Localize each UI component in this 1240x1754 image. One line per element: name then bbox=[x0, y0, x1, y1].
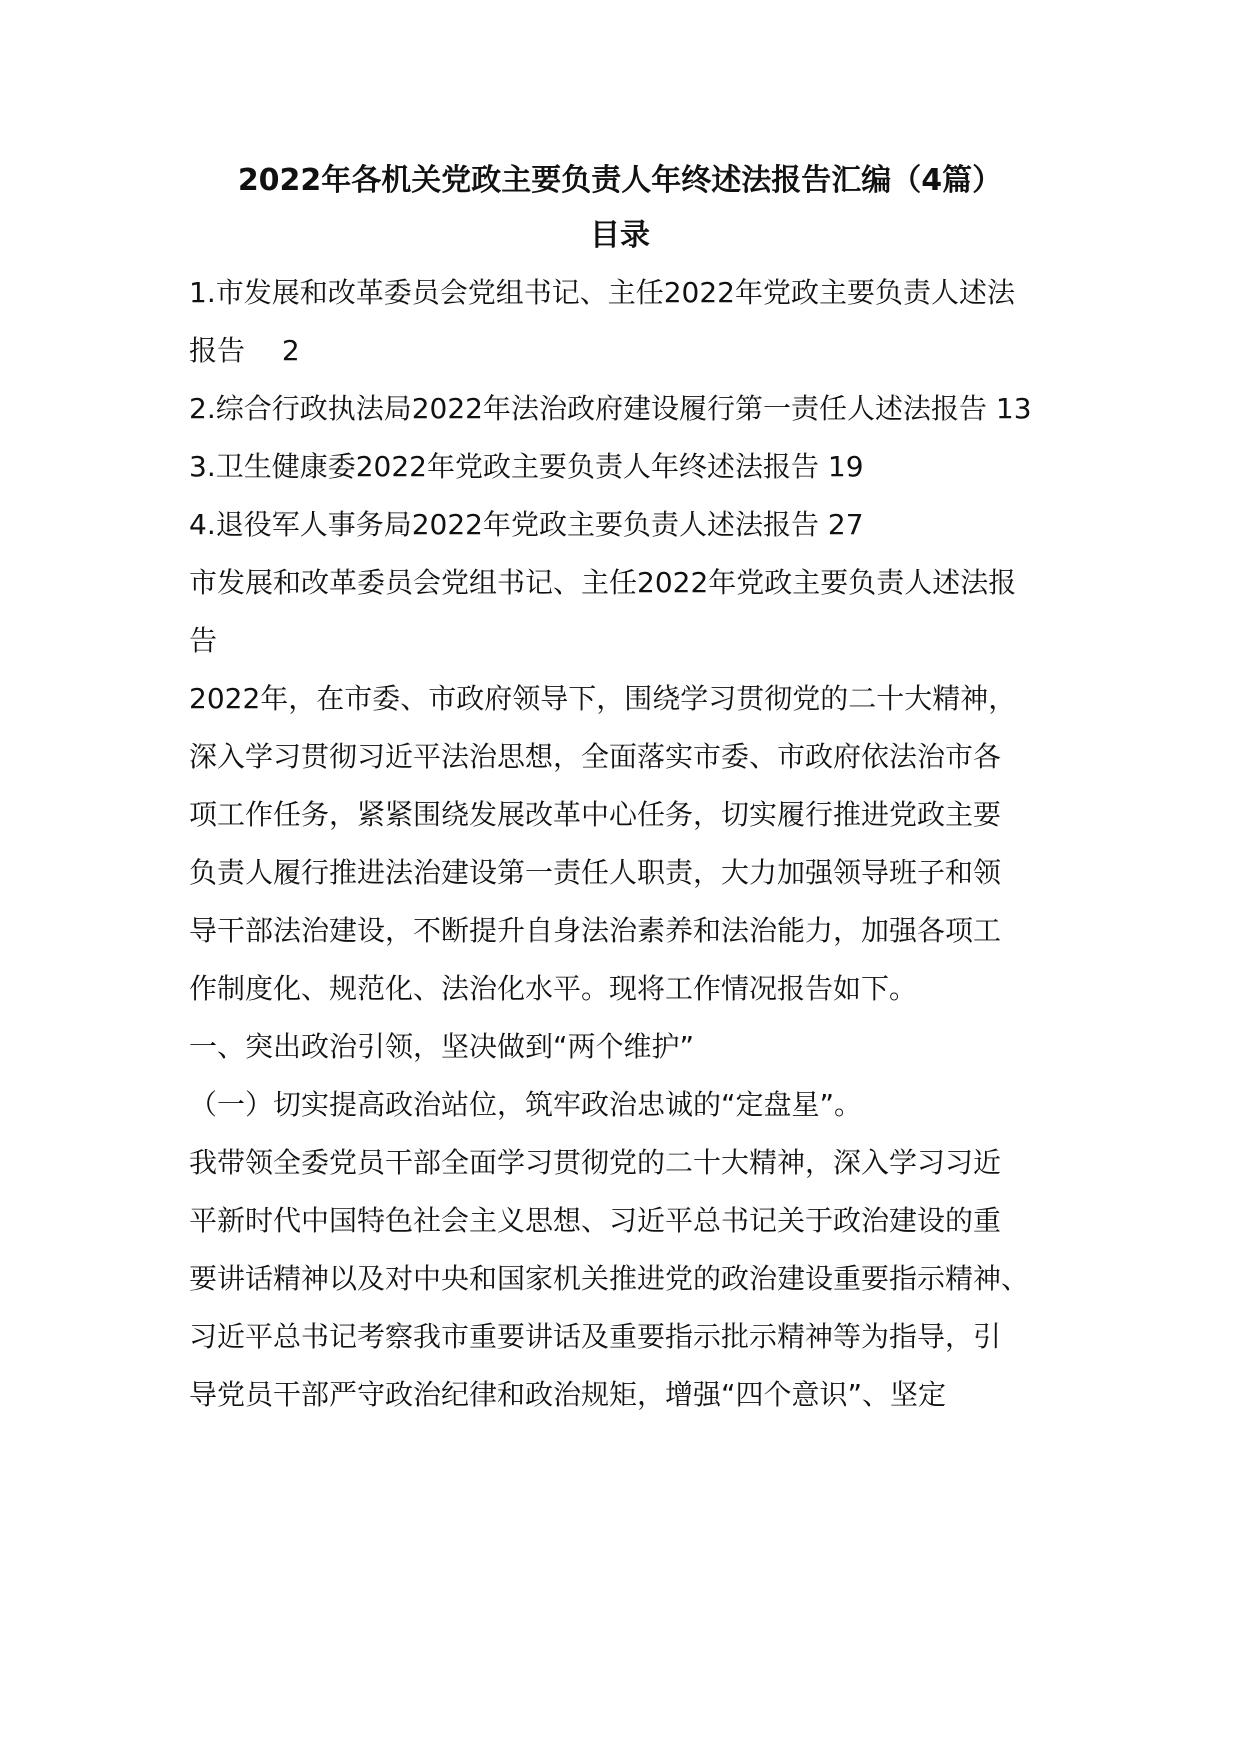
body-line-2: 平新时代中国特色社会主义思想、习近平总书记关于政治建设的重 bbox=[189, 1204, 1002, 1237]
intro-line-5: 导干部法治建设，不断提升自身法治素养和法治能力，加强各项工 bbox=[189, 914, 1002, 947]
intro-line-3: 项工作任务，紧紧围绕发展改革中心任务，切实履行推进党政主要 bbox=[189, 798, 1002, 831]
intro-line-6: 作制度化、规范化、法治化水平。现将工作情况报告如下。 bbox=[189, 972, 918, 1005]
toc-item-1-continued[interactable]: 报告 2 bbox=[189, 334, 300, 367]
article-title: 市发展和改革委员会党组书记、主任2022年党政主要负责人述法报 bbox=[189, 566, 1017, 599]
body-line-3: 要讲话精神以及对中央和国家机关推进党的政治建设重要指示精神、 bbox=[189, 1262, 1030, 1295]
intro-line-2: 深入学习贯彻习近平法治思想，全面落实市委、市政府依法治市各 bbox=[189, 740, 1002, 773]
intro-line-1: 2022年，在市委、市政府领导下，围绕学习贯彻党的二十大精神， bbox=[189, 682, 1017, 715]
body-line-5: 导党员干部严守政治纪律和政治规矩，增强“四个意识”、坚定 bbox=[189, 1378, 947, 1411]
section-1-heading: 一、突出政治引领，坚决做到“两个维护” bbox=[189, 1030, 695, 1063]
toc-heading: 目录 bbox=[590, 218, 650, 253]
body-line-1: 我带领全委党员干部全面学习贯彻党的二十大精神，深入学习习近 bbox=[189, 1146, 1002, 1179]
article-title-continued: 告 bbox=[189, 624, 218, 657]
section-1-subheading: （一）切实提高政治站位，筑牢政治忠诚的“定盘星”。 bbox=[189, 1088, 863, 1121]
body-line-4: 习近平总书记考察我市重要讲话及重要指示批示精神等为指导，引 bbox=[189, 1320, 1002, 1353]
toc-item-2[interactable]: 2.综合行政执法局2022年法治政府建设履行第一责任人述法报告 13 bbox=[189, 392, 1032, 425]
document-title: 2022年各机关党政主要负责人年终述法报告汇编（4篇） bbox=[237, 163, 1003, 198]
toc-item-4[interactable]: 4.退役军人事务局2022年党政主要负责人述法报告 27 bbox=[189, 508, 864, 541]
toc-item-3[interactable]: 3.卫生健康委2022年党政主要负责人年终述法报告 19 bbox=[189, 450, 864, 483]
intro-line-4: 负责人履行推进法治建设第一责任人职责，大力加强领导班子和领 bbox=[189, 856, 1002, 889]
toc-item-1[interactable]: 1.市发展和改革委员会党组书记、主任2022年党政主要负责人述法 bbox=[189, 276, 1015, 309]
